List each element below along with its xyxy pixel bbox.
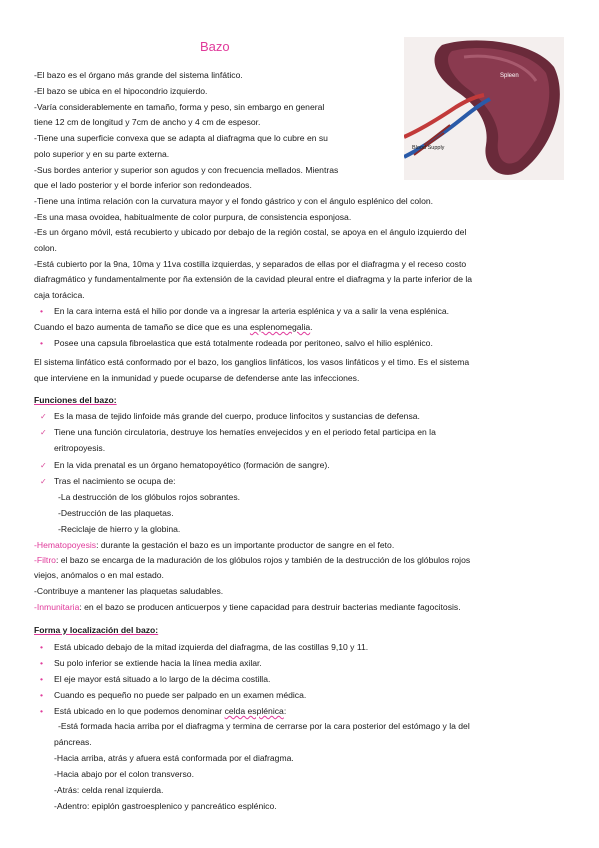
- inmuni-term: -Inmunitaria: [34, 602, 80, 612]
- forma-text: Cuando es pequeño no puede ser palpado en un examen médica.: [54, 690, 307, 700]
- capsula-text: Posee una capsula fibroelastica que está totalmente rodeada por peritoneo, salvo el hilio esplénico.: [54, 338, 433, 348]
- spleen-illustration: [404, 37, 564, 180]
- intro-line: tiene 12 cm de longitud y 7cm de ancho y 4 cm de espesor.: [34, 117, 261, 127]
- list-item: [40, 427, 436, 438]
- filtro-line: [34, 555, 470, 566]
- celda-term: celda esplénica: [224, 706, 284, 716]
- bullet-icon: •: [40, 338, 44, 348]
- funcion-text: Es la masa de tejido linfoide más grande del cuerpo, produce linfocitos y sustancias de defensa.: [54, 411, 420, 421]
- inmuni-text: : en el bazo se producen anticuerpos y tiene capacidad para destruir bacterias mediante fagocitosis.: [79, 602, 461, 612]
- intro-line: que el lado posterior y el borde inferior son redondeados.: [34, 180, 252, 190]
- list-item: [40, 306, 450, 317]
- plaquetas-line: -Contribuye a mantener las plaquetas saludables.: [34, 586, 224, 596]
- subitem: -Está formada hacia arriba por el diafragma y termina de cerrarse por la cara posterior del estómago y la del: [58, 721, 470, 731]
- forma-text: El eje mayor está situado a lo largo de la décima costilla.: [54, 674, 271, 684]
- subitem-cont: páncreas.: [54, 737, 92, 747]
- list-item: [40, 658, 262, 669]
- subitem: -Hacia abajo por el colon transverso.: [54, 769, 194, 779]
- list-item: [40, 674, 271, 685]
- subitem: -Hacia arriba, atrás y afuera está conformada por el diafragma.: [54, 753, 294, 763]
- hilio-text: En la cara interna está el hilio por donde va a ingresar la arteria esplénica y va a salir la vena esplénica.: [54, 306, 450, 316]
- hemato-line: [34, 540, 394, 551]
- hemato-term: -Hematopoyesis: [34, 540, 97, 550]
- bullet-icon: •: [40, 674, 44, 684]
- hemato-text: : durante la gestación el bazo es un importante productor de sangre en el feto.: [96, 540, 395, 550]
- subitem: -Adentro: epiplón gastroesplenico y pancreático esplénico.: [54, 801, 277, 811]
- intro-line: diafragmático y fundamentalmente por ña extensión de la cavidad pleural entre el diafragma y la parte inferior de la: [34, 274, 473, 284]
- list-item: [40, 338, 433, 349]
- filtro-cont: viejos, anómalos o en mal estado.: [34, 570, 164, 580]
- subitem: -Atrás: celda renal izquierda.: [54, 785, 164, 795]
- intro-line: -Varía considerablemente en tamaño, forma y peso, sin embargo en general: [34, 102, 325, 112]
- espleno-line: [34, 322, 313, 333]
- list-item: [40, 690, 307, 701]
- bullet-icon: •: [40, 690, 44, 700]
- inmuni-line: [34, 602, 461, 613]
- check-icon: ✓: [40, 477, 47, 486]
- intro-line: -Sus bordes anterior y superior son agudos y con frecuencia mellados. Mientras: [34, 165, 339, 175]
- forma-text: Está ubicado debajo de la mitad izquierda del diafragma, de las costillas 9,10 y 11.: [54, 642, 369, 652]
- funcion-text: En la vida prenatal es un órgano hematopoyético (formación de sangre).: [54, 460, 330, 470]
- list-item: [40, 706, 287, 717]
- list-item: [40, 411, 420, 422]
- funcion-text: Tras el nacimiento se ocupa de:: [54, 476, 176, 486]
- linfatico-line: que interviene en la inmunidad y puede ocuparse de defenderse ante las infecciones.: [34, 373, 360, 383]
- espleno-term: esplenomegalia: [249, 322, 311, 332]
- intro-line: polo superior y en su parte externa.: [34, 149, 170, 159]
- funcion-text: Tiene una función circulatoria, destruye los hematíes envejecidos y en el periodo fetal participa en la: [54, 427, 436, 437]
- intro-line: -Es un órgano móvil, está recubierto y ubicado por debajo de la región costal, se apoya en el ángulo izquierdo del: [34, 227, 467, 237]
- intro-line: -El bazo se ubica en el hipocondrio izquierdo.: [34, 86, 208, 96]
- espleno-suffix: .: [310, 322, 313, 332]
- celda-suffix: :: [283, 706, 287, 716]
- intro-line: -Es una masa ovoidea, habitualmente de color purpura, de consistencia esponjosa.: [34, 212, 352, 222]
- spleen-label: Spleen: [500, 73, 519, 79]
- bullet-icon: •: [40, 706, 44, 716]
- intro-line: -El bazo es el órgano más grande del sistema linfático.: [34, 70, 243, 80]
- check-icon: ✓: [40, 428, 47, 437]
- bullet-icon: •: [40, 642, 44, 652]
- filtro-term: -Filtro: [34, 555, 56, 565]
- intro-line: colon.: [34, 243, 57, 253]
- blood-supply-label: Blood Supply: [412, 145, 445, 151]
- funciones-heading: Funciones del bazo:: [34, 395, 117, 405]
- intro-line: caja torácica.: [34, 290, 85, 300]
- intro-line: -Está cubierto por la 9na, 10ma y 11va costilla izquierdas, y separados de ellas por el diafragma y el receso costo: [34, 259, 467, 269]
- check-icon: ✓: [40, 461, 47, 470]
- bullet-icon: •: [40, 306, 44, 316]
- linfatico-line: El sistema linfático está conformado por el bazo, los ganglios linfáticos, los vasos linfáticos y el timo. Es el sistema: [34, 357, 470, 367]
- funcion-cont: eritropoyesis.: [54, 443, 106, 453]
- bullet-icon: •: [40, 658, 44, 668]
- filtro-text: : el bazo se encarga de la maduración de los glóbulos rojos y también de la destrucción de los glóbulos rojos: [55, 555, 471, 565]
- subitem: -Reciclaje de hierro y la globina.: [58, 524, 181, 534]
- list-item: [40, 642, 369, 653]
- forma-text: Su polo inferior se extiende hacia la línea media axilar.: [54, 658, 262, 668]
- intro-line: -Tiene una íntima relación con la curvatura mayor y el fondo gástrico y con el ángulo esplénico del colon.: [34, 196, 434, 206]
- list-item: [40, 476, 176, 487]
- celda-prefix: Está ubicado en lo que podemos denominar: [54, 706, 225, 716]
- list-item: [40, 460, 330, 471]
- subitem: -La destrucción de los glóbulos rojos sobrantes.: [58, 492, 241, 502]
- forma-heading: Forma y localización del bazo:: [34, 625, 159, 635]
- espleno-prefix: Cuando el bazo aumenta de tamaño se dice que es una: [34, 322, 250, 332]
- check-icon: ✓: [40, 412, 47, 421]
- subitem: -Destrucción de las plaquetas.: [58, 508, 174, 518]
- page-title: Bazo: [200, 39, 230, 54]
- intro-line: -Tiene una superficie convexa que se adapta al diafragma que lo cubre en su: [34, 133, 328, 143]
